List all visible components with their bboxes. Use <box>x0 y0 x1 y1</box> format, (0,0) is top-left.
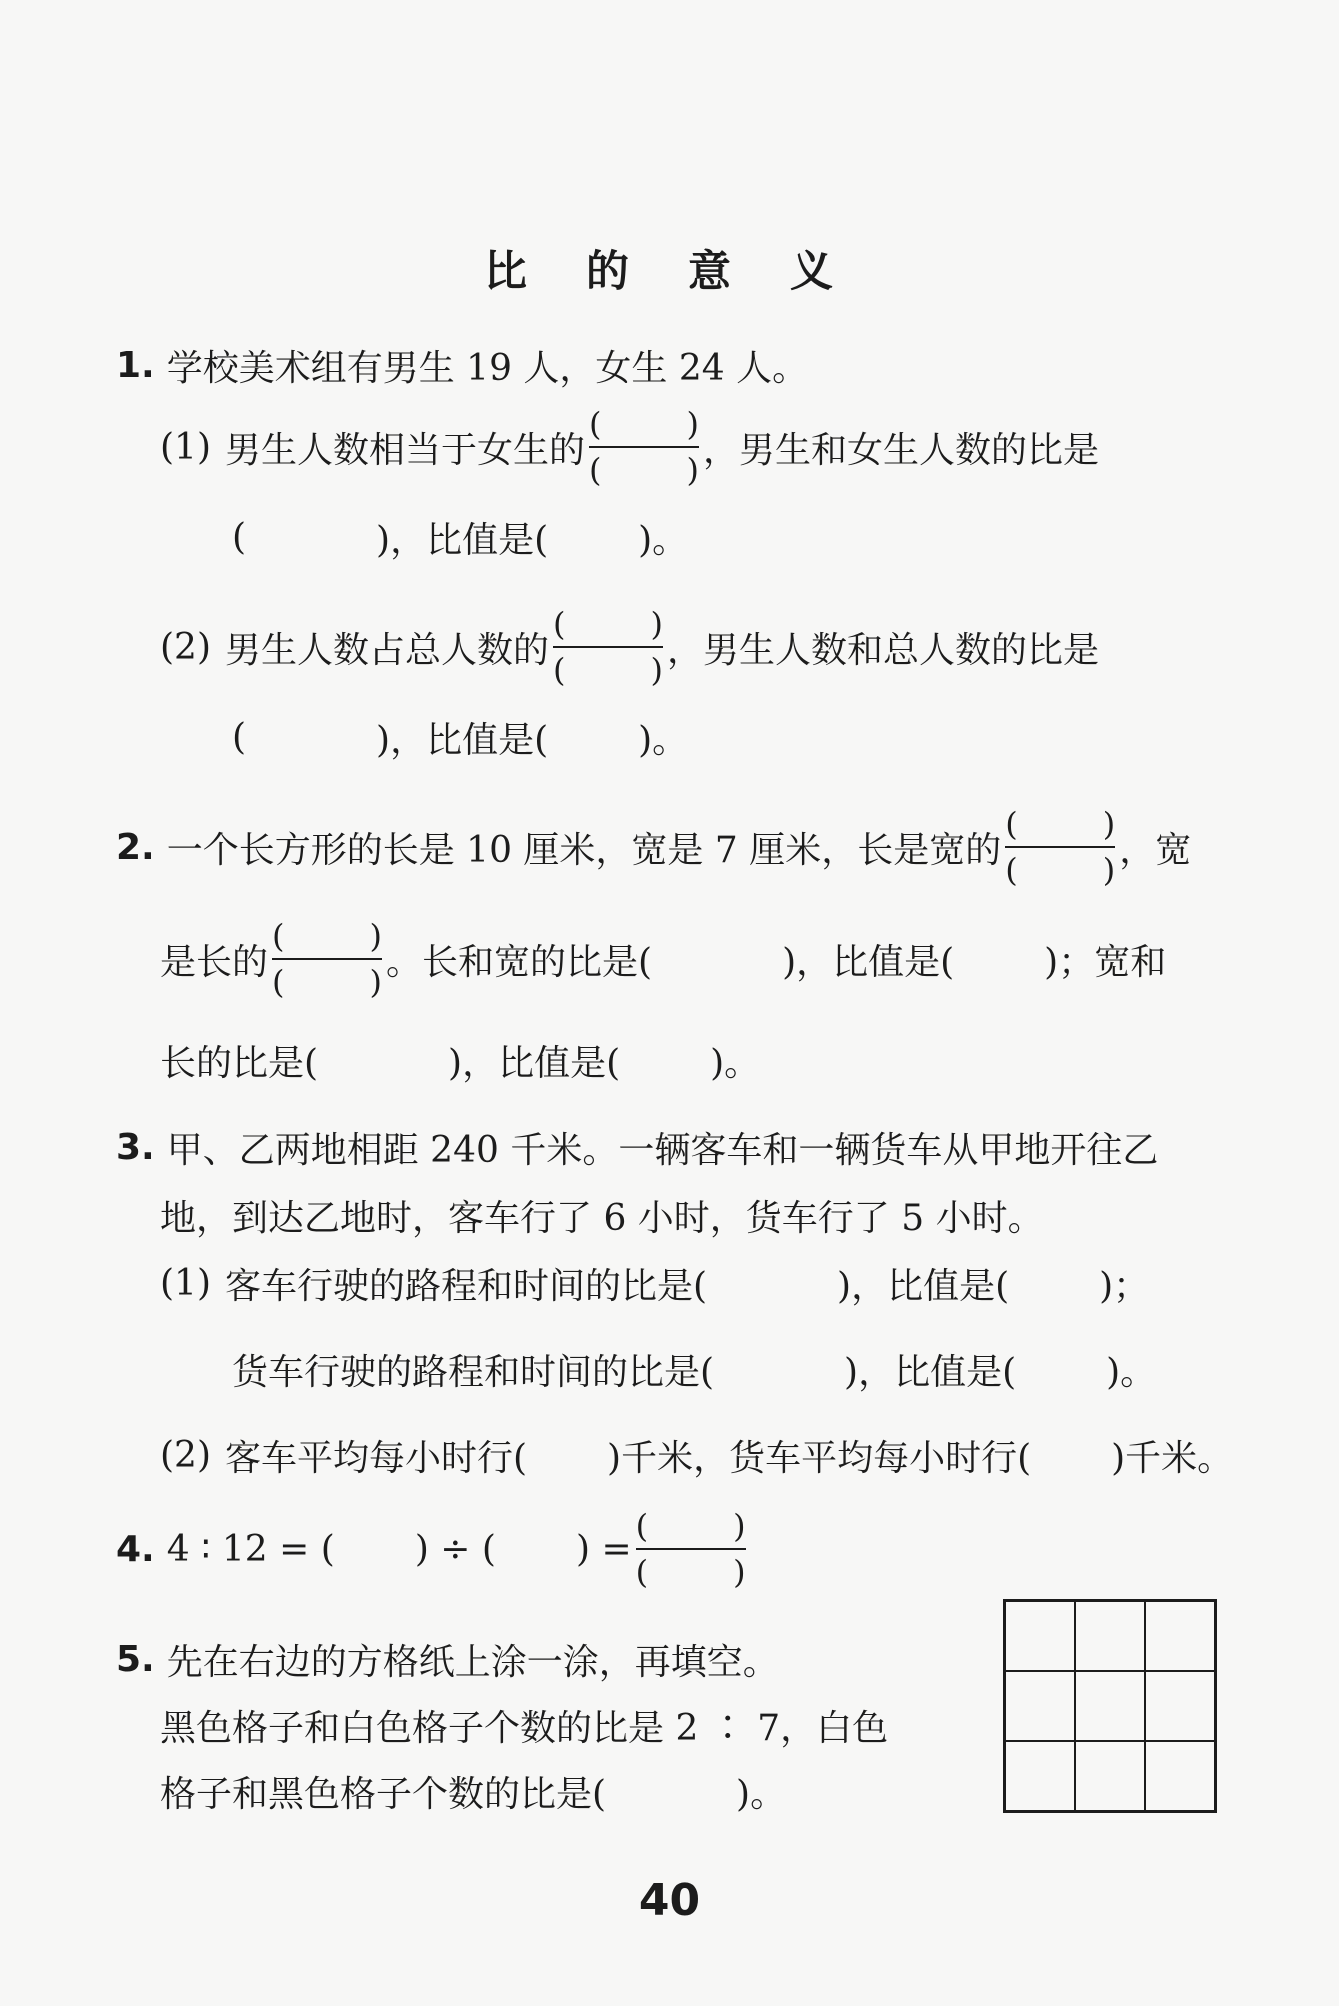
paren-close: ) <box>686 451 700 489</box>
grid-cell[interactable] <box>1005 1601 1075 1671</box>
q3-p1-a2: )，比值是( <box>837 1266 1010 1307</box>
q1-stem: 学校美术组有男生 19 人，女生 24 人。 <box>166 348 809 389</box>
q1-p2-label: (2) <box>160 626 211 668</box>
q5-text-3b: )。 <box>736 1774 787 1815</box>
q3-p1-b1: 货车行驶的路程和时间的比是( <box>232 1352 715 1393</box>
grid-cell[interactable] <box>1075 1671 1145 1741</box>
page-number: 40 <box>638 1875 701 1926</box>
q4-text-a: 4 ∶ 12 = ( <box>166 1528 335 1570</box>
q2-value2-label: )，比值是( <box>448 1043 621 1084</box>
q3-p1-a1: 客车行驶的路程和时间的比是( <box>225 1266 708 1307</box>
fraction-bar <box>553 646 663 648</box>
q3-p1-b3: )。 <box>1106 1352 1157 1393</box>
q2-line1 <box>116 805 1339 889</box>
q3-p1-line2 <box>232 1344 1339 1395</box>
paren-close: ) <box>369 963 383 1001</box>
q3-p1-b2: )，比值是( <box>844 1352 1017 1393</box>
q2-text-d: )；宽和 <box>1044 941 1167 983</box>
paren-close: ) <box>369 917 383 955</box>
paren-close: ) <box>733 1553 746 1591</box>
paren-open: ( <box>589 451 602 489</box>
fraction-bar <box>636 1548 746 1550</box>
q4-fraction-blank[interactable] <box>635 1507 746 1591</box>
fraction-bar <box>272 958 382 960</box>
q1-p1-value-label: )，比值是( <box>376 520 549 561</box>
q4-text-b: ) ÷ ( <box>414 1528 496 1570</box>
q1-p1-text-a: 男生人数相当于女生的 <box>225 429 586 471</box>
q1-p1-ratio-open: ( <box>232 517 247 558</box>
paren-close: ) <box>1102 805 1116 843</box>
grid-cell[interactable] <box>1145 1741 1215 1811</box>
q1-p1-line2 <box>232 512 1339 563</box>
q1-p2-close: )。 <box>638 720 689 761</box>
q3-text-1: 甲、乙两地相距 240 千米。一辆客车和一辆货车从甲地开往乙 <box>166 1130 1159 1171</box>
paren-close: ) <box>1102 851 1116 889</box>
paren-open: ( <box>553 651 566 689</box>
q3-p1-label: (1) <box>160 1263 211 1304</box>
paren-open: ( <box>1005 805 1018 843</box>
grid-cell[interactable] <box>1145 1671 1215 1741</box>
q1-p2-line2 <box>232 712 1339 763</box>
q2-ratio2-label: 长的比是( <box>160 1043 319 1084</box>
q5-number: 5. <box>116 1639 155 1680</box>
q1-p1-text-b: ，男生和女生人数的比是 <box>703 429 1100 471</box>
grid-cell[interactable] <box>1075 1741 1145 1811</box>
q1-p1-close: )。 <box>638 520 689 561</box>
q2-line3 <box>160 1035 1339 1086</box>
q3-line2 <box>160 1190 1339 1241</box>
paren-close: ) <box>650 651 664 689</box>
q1-p2-text-b: ，男生人数和总人数的比是 <box>667 629 1100 671</box>
fraction-bar <box>1005 846 1115 848</box>
q5-text-2: 黑色格子和白色格子个数的比是 2 ∶ 7，白色 <box>160 1708 889 1749</box>
q2-text-c: 是长的 <box>160 941 269 983</box>
q1-number: 1. <box>116 345 155 386</box>
q1-stem-line <box>116 340 1339 391</box>
q3-p2-a1: 客车平均每小时行( <box>225 1438 528 1479</box>
q2-value-label: )，比值是( <box>782 941 955 983</box>
q3-text-2: 地，到达乙地时，客车行了 6 小时，货车行了 5 小时。 <box>160 1198 1044 1239</box>
q3-number: 3. <box>116 1127 155 1168</box>
q5-text-3a: 格子和黑色格子个数的比是( <box>160 1774 607 1815</box>
q5-text-1: 先在右边的方格纸上涂一涂，再填空。 <box>166 1642 779 1683</box>
paren-open: ( <box>635 1553 649 1591</box>
q3-line1 <box>116 1122 1339 1173</box>
q2-fraction-blank-1[interactable] <box>1005 805 1116 889</box>
q4-number: 4. <box>116 1528 155 1570</box>
q1-p2-value-label: )，比值是( <box>376 720 549 761</box>
q2-text-a: 一个长方形的长是 10 厘米，宽是 7 厘米，长是宽的 <box>166 829 1002 871</box>
q2-number: 2. <box>116 826 155 868</box>
q1-p2-fraction-blank[interactable] <box>553 605 664 689</box>
q3-p1-a3: )； <box>1099 1266 1150 1307</box>
q2-fraction-blank-2[interactable] <box>272 917 383 1001</box>
q4-text-c: ) = <box>575 1528 632 1570</box>
grid-cell[interactable] <box>1005 1671 1075 1741</box>
q2-ratio-label: 。长和宽的比是( <box>386 941 653 983</box>
q3-p2-line <box>160 1430 1339 1481</box>
q3-p2-a2: )千米，货车平均每小时行( <box>607 1438 1032 1479</box>
q1-p1-label: (1) <box>160 426 211 468</box>
q2-close: )。 <box>710 1043 761 1084</box>
paren-open: ( <box>635 1507 649 1545</box>
q1-p1-line1 <box>160 405 1339 489</box>
paren-open: ( <box>272 963 285 1001</box>
q2-text-b: ，宽 <box>1119 829 1192 871</box>
page-title: 比 的 意 义 <box>484 247 855 297</box>
q5-square-grid[interactable] <box>1003 1599 1217 1813</box>
q1-p2-line1 <box>160 605 1339 689</box>
fraction-bar <box>589 446 699 448</box>
q3-p1-line1 <box>160 1258 1339 1309</box>
paren-close: ) <box>686 405 700 443</box>
q3-p2-a3: )千米。 <box>1111 1438 1234 1479</box>
paren-open: ( <box>589 405 602 443</box>
grid-cell[interactable] <box>1075 1601 1145 1671</box>
q3-p2-label: (2) <box>160 1435 211 1476</box>
q2-line2 <box>160 917 1339 1001</box>
q1-p2-ratio-open: ( <box>232 717 247 758</box>
grid-cell[interactable] <box>1005 1741 1075 1811</box>
paren-open: ( <box>553 605 566 643</box>
paren-close: ) <box>650 605 664 643</box>
q1-p1-fraction-blank[interactable] <box>589 405 700 489</box>
grid-cell[interactable] <box>1145 1601 1215 1671</box>
paren-close: ) <box>733 1507 746 1545</box>
q1-p2-text-a: 男生人数占总人数的 <box>225 629 550 671</box>
q4-line <box>116 1507 1339 1591</box>
paren-open: ( <box>1005 851 1018 889</box>
paren-open: ( <box>272 917 285 955</box>
